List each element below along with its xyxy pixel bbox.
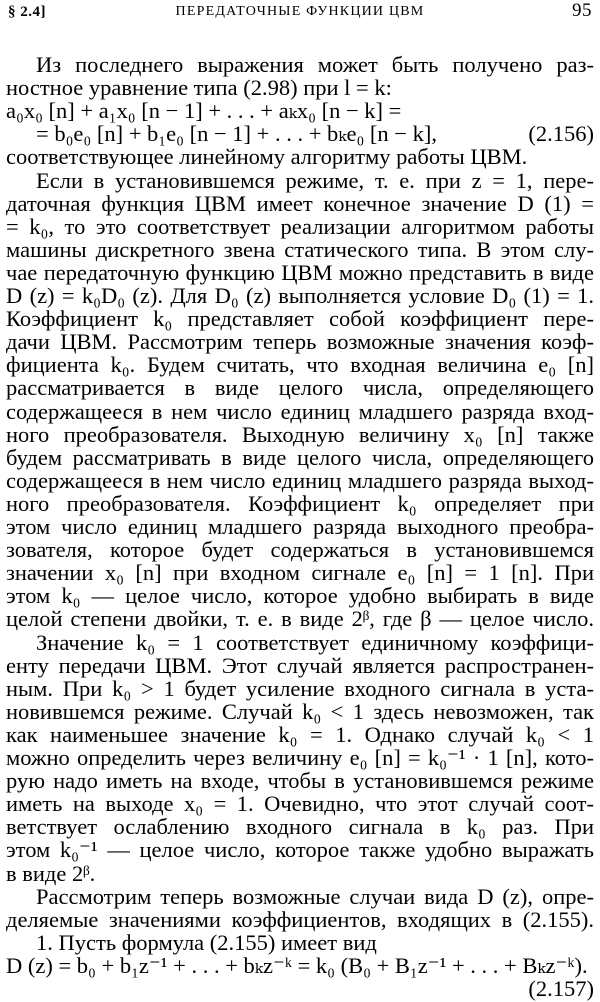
text-line xyxy=(6,930,594,956)
text-line xyxy=(6,907,594,933)
text-line xyxy=(6,468,594,494)
line-text: даточная функция ЦВМ имеет конечное значение D (1) = xyxy=(6,190,594,216)
line-text: содержащееся в нем число единиц младшего разряда вход- xyxy=(6,398,594,424)
text-line xyxy=(6,514,594,540)
text-line xyxy=(6,953,594,979)
line-text: Из последнего выражения может быть получено раз- xyxy=(36,52,594,77)
text-line xyxy=(6,653,594,679)
text-line xyxy=(6,306,594,332)
text-line xyxy=(6,191,594,217)
line-text: можно определить через величину e₀ [n] = k₀⁻¹ · 1 [n], кото- xyxy=(6,745,594,770)
line-text: машины дискретного звена статического типа. В этом слу- xyxy=(6,236,594,262)
line-text: новившемся режиме. Случай k₀ < 1 здесь невозможен, так xyxy=(6,698,594,724)
line-text: фициента k₀. Будем считать, что входная величина e₀ [n] xyxy=(6,352,594,378)
line-text: енту передачи ЦВМ. Этот случай является распространен- xyxy=(6,652,594,678)
text-line xyxy=(6,976,490,1002)
line-text: ного преобразователя. Выходную величину x₀ [n] также xyxy=(6,421,594,447)
text-line xyxy=(6,214,594,240)
running-title: ПЕРЕДАТОЧНЫЕ ФУНКЦИИ ЦВМ xyxy=(175,4,425,19)
line-text: дачи ЦВМ. Рассмотрим теперь возможные значения коэф- xyxy=(6,329,594,355)
text-line xyxy=(6,791,594,817)
line-text: будем рассматривать в виде целого числа, определяющего xyxy=(6,444,594,470)
line-text: D (z) = b₀ + b₁z⁻¹ + . . . + bₖz⁻ᵏ = k₀ (B₀ + B₁z⁻¹ + . . . + Bₖz⁻ᵏ). xyxy=(6,952,588,978)
text-line xyxy=(6,814,594,840)
line-text: зователя, которое будет содержаться в установившемся xyxy=(6,537,594,563)
text-line xyxy=(6,98,594,124)
line-text: деляемые значениями коэффициентов, входящих в (2.155). xyxy=(6,906,594,932)
text-line xyxy=(6,283,594,309)
text-line xyxy=(6,560,594,586)
text-line xyxy=(6,144,594,170)
line-text: Значение k₀ = 1 соответствует единичному коэффици- xyxy=(36,629,594,655)
text-line xyxy=(6,168,594,194)
equation-number: (2.157) xyxy=(528,976,594,1001)
text-line xyxy=(6,537,594,563)
line-text: ностное уравнение типа (2.98) при l = k: xyxy=(6,75,392,101)
line-text: = k₀, то это соответствует реализации алгоритмом работы xyxy=(6,213,594,239)
text-line xyxy=(6,676,594,702)
line-text: рассматривается в виде целого числа, определяющего xyxy=(6,375,594,401)
line-text: = b₀e₀ [n] + b₁e₀ [n − 1] + . . . + bₖe₀ [n − k], xyxy=(36,121,437,147)
text-line xyxy=(6,583,594,609)
line-text: Если в установившемся режиме, т. е. при z = 1, пере- xyxy=(36,167,594,193)
text-line xyxy=(6,884,594,910)
text-line xyxy=(6,352,594,378)
line-text: ного преобразователя. Коэффициент k₀ определяет при xyxy=(6,490,594,516)
text-line xyxy=(6,75,594,101)
section-number: § 2.4] xyxy=(8,4,46,20)
text-line xyxy=(6,837,594,863)
text-line xyxy=(6,422,594,448)
line-text: как наименьшее значение k₀ = 1. Однако случай k₀ < 1 xyxy=(6,721,594,747)
line-text: целой степени двойки, т. е. в виде 2ᵝ, где β — целое число. xyxy=(6,606,594,632)
equation-number: (2.156) xyxy=(528,121,594,147)
text-line xyxy=(6,491,594,517)
text-line xyxy=(6,861,594,887)
line-text: Рассмотрим теперь возможные случаи вида D (z), опре- xyxy=(36,883,594,909)
line-text: 1. Пусть формула (2.155) имеет вид xyxy=(36,929,377,955)
line-text: этом k₀ — целое число, которое удобно выбирать в виде xyxy=(6,583,594,609)
running-header xyxy=(8,0,592,26)
line-text: Коэффициент k₀ представляет собой коэффициент пере- xyxy=(6,306,594,332)
text-line xyxy=(6,722,594,748)
text-line xyxy=(6,237,594,263)
line-text: чае передаточную функцию ЦВМ можно представить в виде xyxy=(6,259,594,285)
text-line xyxy=(6,630,594,656)
text-line xyxy=(6,121,490,147)
line-text: ным. При k₀ > 1 будет усиление входного сигнала в уста- xyxy=(6,675,594,701)
line-text: этом k₀⁻¹ — целое число, которое также удобно выражать xyxy=(6,837,594,863)
line-text: этом число единиц младшего разряда выходного преобра- xyxy=(6,514,594,539)
text-line xyxy=(6,745,594,771)
line-text: соответствующее линейному алгоритму работы ЦВМ. xyxy=(6,144,528,170)
line-text: значении x₀ [n] при входном сигнале e₀ [n] = 1 [n]. При xyxy=(6,560,594,586)
text-line xyxy=(6,329,594,355)
text-line xyxy=(6,52,594,78)
text-line xyxy=(6,606,594,632)
line-text: D (z) = k₀D₀ (z). Для D₀ (z) выполняется условие D₀ (1) = 1. xyxy=(6,283,594,308)
text-line xyxy=(6,375,594,401)
line-text: иметь на выходе x₀ = 1. Очевидно, что этот случай соот- xyxy=(6,791,594,817)
line-text: содержащееся в нем число единиц младшего разряда выход- xyxy=(6,467,594,493)
line-text: в виде 2ᵝ. xyxy=(6,860,96,886)
text-line xyxy=(6,399,594,425)
text-line xyxy=(6,699,594,725)
text-line xyxy=(6,768,594,794)
text-line xyxy=(6,445,594,471)
line-text: ветствует ослаблению входного сигнала в k₀ раз. При xyxy=(6,814,594,840)
line-text: a₀x₀ [n] + a₁x₀ [n − 1] + . . . + aₖx₀ [n − k] = xyxy=(6,98,402,124)
line-text: рую надо иметь на входе, чтобы в установившемся режиме xyxy=(6,768,594,794)
page-number: 95 xyxy=(572,0,592,21)
text-line xyxy=(6,260,594,286)
